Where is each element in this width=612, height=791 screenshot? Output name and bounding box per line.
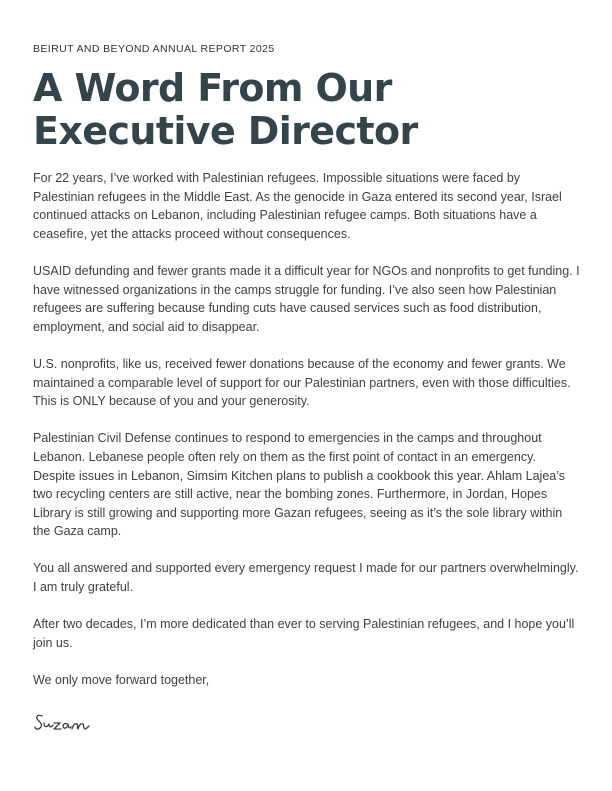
letter-paragraph-3: U.S. nonprofits, like us, received fewer donations because of the economy and fewer grants. We maintained a comparable level of support for our Palestinian partners, even with those difficulties. This is ONLY because of you and your generosity. xyxy=(33,356,571,409)
letter-paragraph-1: For 22 years, I’ve worked with Palestinian refugees. Impossible situations were faced by Palestinian refugees in the Middle East. As the genocide in Gaza entered its second year, Israel continued attacks on Lebanon, including Palestinian refugee camps. Both situations have a ceasefire, yet the attacks proceed without consequences. xyxy=(33,171,562,241)
handwritten-signature xyxy=(33,708,113,738)
letter-paragraph-5: You all answered and supported every emergency request I made for our partners overwhelmingly. I am truly grateful. xyxy=(33,561,579,595)
letter-paragraph-2: USAID defunding and fewer grants made it a difficult year for NGOs and nonprofits to get funding. I have witnessed organizations in the camps struggle for funding. I’ve also seen how Palestinian refugees are suffering because funding cuts have caused services such as food distribution, employment, and social aid to disappear. xyxy=(33,263,580,334)
letter-paragraph-6: After two decades, I’m more dedicated than ever to serving Palestinian refugees, and I hope you’ll join us. xyxy=(33,617,575,650)
report-eyebrow: BEIRUT AND BEYOND ANNUAL REPORT 2025 xyxy=(33,43,275,55)
page-title-line-2: Executive Director xyxy=(33,109,418,153)
letter-closing: We only move forward together, xyxy=(33,673,210,688)
page-title xyxy=(33,67,581,153)
report-page xyxy=(33,42,581,708)
page-title-line-1: A Word From Our xyxy=(33,66,392,110)
letter-body xyxy=(33,169,581,690)
letter-paragraph-4: Palestinian Civil Defense continues to respond to emergencies in the camps and throughout Lebanon. Lebanese people often rely on them as the first point of contact in an emergency. Despite issues in Lebanon, Simsim Kitchen plans to publish a cookbook this year. Ahlam Lajea’s two recycling centers are still active, near the bombing zones. Furthermore, in Jordan, Hopes Library is still growing and supporting more Gazan refugees, seeing as it’s the sole library within the Gaza camp. xyxy=(33,431,566,539)
